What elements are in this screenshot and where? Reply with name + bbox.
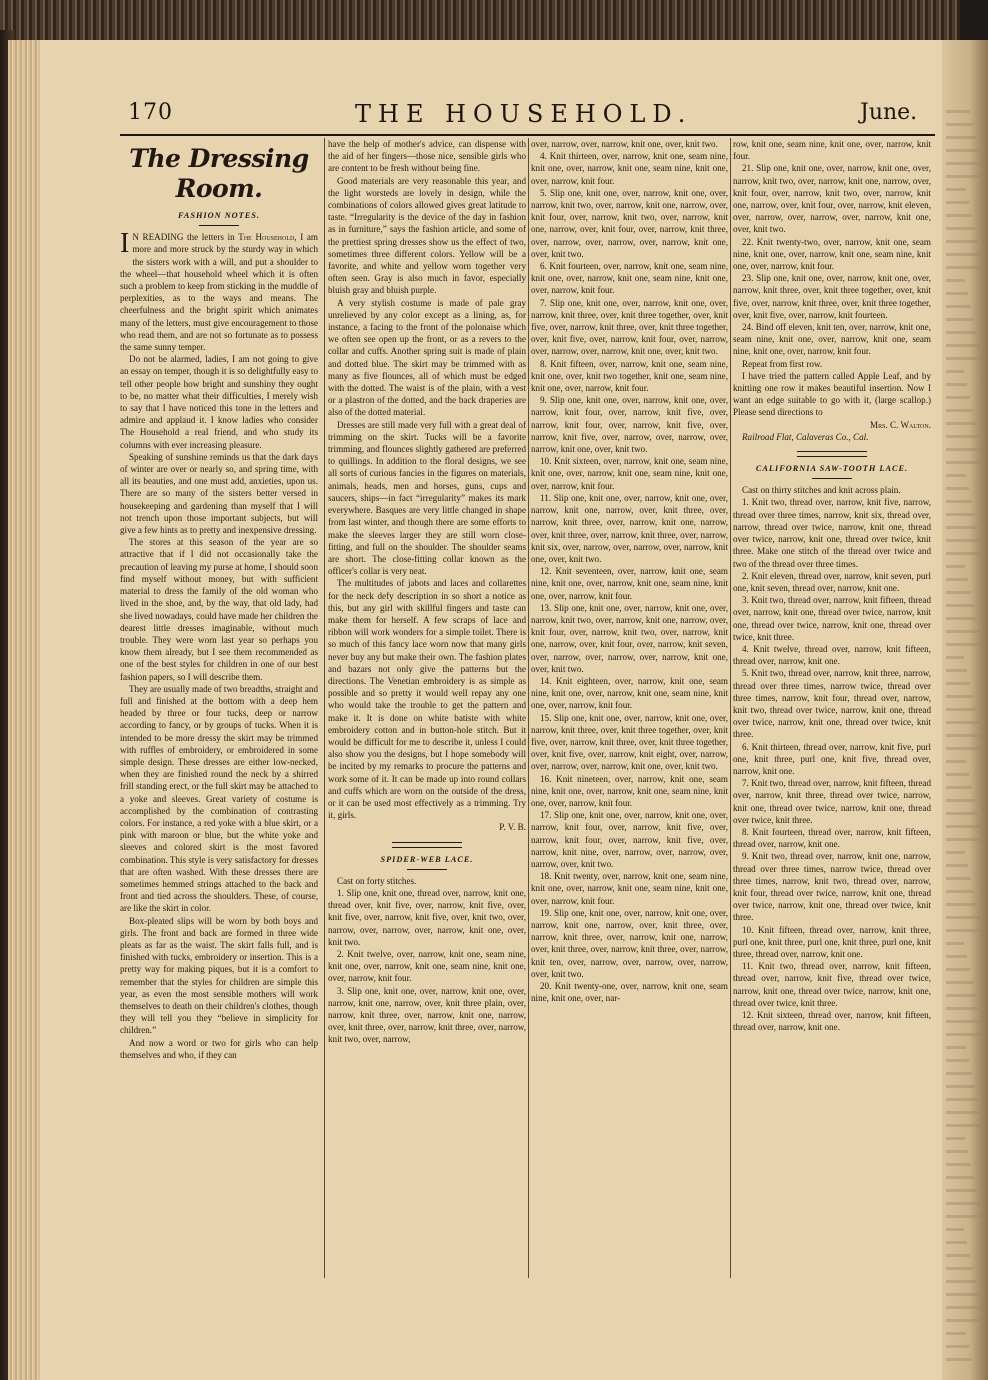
instruction-row: 19. Slip one, knit one, over, narrow, knit one, over, narrow, knit one, narrow, over, knit three, over, narrow, knit three, over, narrow, knit one, narrow, over, knit three, over, narrow, knit three, over, narrow, knit ten, over, narrow, over, narrow, over, narrow, over, knit two. bbox=[531, 907, 728, 979]
bleed-line bbox=[946, 682, 970, 685]
column-2 bbox=[328, 138, 526, 1046]
instruction-row: 8. Knit fifteen, over, narrow, knit one, seam nine, knit one, over, knit two together, knit one, seam nine, knit one, over, narrow, knit four. bbox=[531, 358, 728, 394]
paragraph: And now a word or two for girls who can help themselves and who, if they can bbox=[120, 1037, 318, 1060]
bleed-line bbox=[946, 799, 975, 802]
bleed-line bbox=[946, 1202, 980, 1205]
instruction: Cast on forty stitches. bbox=[337, 875, 417, 886]
bleed-line bbox=[946, 903, 977, 906]
bleed-line bbox=[946, 1319, 985, 1322]
instruction-row: 3. Slip one, knit one, over, narrow, knit one, over, narrow, knit one, narrow, over, knit three plain, over, narrow, knit three, over, narrow, knit one, narrow, over, knit three, over, narrow, knit three, over, narrow, knit two, over, narrow, bbox=[328, 985, 526, 1045]
page-edges-left bbox=[8, 40, 40, 1380]
instruction-row: 18. Knit twenty, over, narrow, knit one, seam nine, knit one, over, narrow, knit one, seam nine, knit one, over, narrow, knit four. bbox=[531, 871, 728, 906]
bleed-line bbox=[946, 1150, 968, 1153]
column-1 bbox=[120, 138, 318, 1061]
bleed-line bbox=[946, 1254, 970, 1257]
bleed-line bbox=[946, 214, 972, 217]
bleed-line bbox=[946, 955, 967, 958]
bleed-line bbox=[946, 292, 968, 295]
paragraph bbox=[120, 228, 318, 353]
bleed-line bbox=[946, 864, 968, 867]
paragraph: Box-pleated slips will be worn by both boys and girls. The front and back are formed in three wide pleats as far as the waist. The skirt falls full, and is finished with tucks, embroidery or insertion. This is a pretty way for making piques, but it is a comfort to remember that the styles for children are simple this year, as even the most sensible mothers will work themselves to death on their children's clothes, though they will tell you they “believe in simplicity for children.” bbox=[120, 915, 318, 1036]
paragraph: Speaking of sunshine reminds us that the dark days of winter are over or nearly so, and spring time, with all its beauties, and one must add, anxieties, upon us. There are so many of the sisters better versed in housekeeping and gardening than myself that I will not trench upon those important subjects, but will give a few hints as to pretty and inexpensive dressing. bbox=[120, 451, 318, 536]
bleed-line bbox=[946, 123, 973, 126]
signature: Mrs. C. Walton. bbox=[870, 419, 931, 430]
bleed-line bbox=[946, 617, 977, 620]
paragraph: A very stylish costume is made of pale gray unrelieved by any color except as a lining, as, for instance, a facing to the front of the polonaise which we often see open up the front, or as a revers to the collar and cuffs. Another spring suit is made of plain and dotted blue. The skirt may be trimmed with as many as five flounces, all of which must be edged with the dotted. The waist is of the plain, with a vest or a plastron of the dotted, and the back draperies are also of the dotted material. bbox=[328, 297, 526, 418]
paragraph: Dresses are still made very full with a great deal of trimming on the skirt. Tucks will be a favorite trimming, and flounces slightly gathered are preferred to quillings. In addition to the floral designs, we see all sorts of curious fancies in the figures on materials, animals, heads, men and horses, guns, cups and saucers, ships—in fact “irregularity” makes its mark everywhere. Basques are very little changed in shape from last winter, and though there are some efforts to make the sleeves larger they are still worn close-fitting, and full on the shoulder. The shoulder seams are short. The close-fitting collar known as the officer's collar is very neat. bbox=[328, 419, 526, 577]
instruction-row: 1. Knit two, thread over, narrow, knit five, narrow, thread over three times, narrow, knit six, thread over, narrow, thread over twice, narrow, knit one, thread over twice, narrow, knit one, thread over twice, knit three. Make one stitch of the thread over twice and two of the thread over three times. bbox=[733, 497, 931, 569]
instruction-row: 4. Knit twelve, thread over, narrow, knit fifteen, thread over, narrow, knit one. bbox=[733, 643, 931, 667]
instruction-row: 15. Slip one, knit one, over, narrow, knit one, over, narrow, knit three, over, knit three together, over, knit five, over, narrow, knit three, over, knit three together, over, knit five, over, narrow, knit eight, over, narrow, over, narrow, over, narrow, knit one, over, knit two. bbox=[531, 712, 728, 772]
bleed-line bbox=[946, 1176, 974, 1179]
paragraph: They are usually made of two breadths, straight and full and finished at the bottom with a deep hem headed by three or four tucks, deep or narrow according to fancy, or by groups of tucks. When it is intended to be more dressy the skirt may be trimmed with ruffles of embroidery, or embroidered in some simple design. These dresses are either low-necked, when they are finished round the neck by a shirred frill standing erect, or the full skirt may be attached to a yoke and sleeves. Great variety of costume is accomplished by the combination of contrasting colors. For instance, a red yoke with a blue skirt, or a pink with maroon or blue, but the white yoke and sleeves and colored skirt is the most favored combination. This style is very satisfactory for dresses that are often washed. With these dresses there are sometimes hemmed strings attached to the back and front and tied across the shoulders. These, of course, are like the skirt in color. bbox=[120, 683, 318, 914]
bleed-line bbox=[946, 1072, 972, 1075]
column-rule bbox=[324, 138, 325, 1278]
bleed-line bbox=[946, 838, 984, 841]
instruction-row: row, knit one, seam nine, knit one, over, narrow, knit four. bbox=[733, 139, 931, 162]
signature: P. V. B. bbox=[499, 822, 526, 833]
instruction-row: 11. Knit two, thread over, narrow, knit fifteen, thread over, narrow, knit five, thread over twice, narrow, knit one, thread over twice, narrow, knit one, thread over twice, knit three. bbox=[733, 961, 931, 1008]
instruction: Repeat from first row. bbox=[742, 358, 823, 369]
bleed-line bbox=[946, 396, 970, 399]
issue-month: June. bbox=[860, 100, 918, 125]
bleed-line bbox=[946, 305, 971, 308]
bleed-line bbox=[946, 1046, 966, 1049]
bleed-line bbox=[946, 1267, 973, 1270]
bleed-line bbox=[946, 1358, 972, 1361]
bleed-line bbox=[946, 240, 978, 243]
column-rule bbox=[528, 138, 529, 1278]
paragraph: Do not be alarmed, ladies, I am not going to give an essay on temper, though it is so delightfully easy to tell other people how bright and sunshiny they ought to be, no matter what their difficulties, I merely wish to say that I have noticed this tone in the letters and admire and applaud it. I know ladies who consider The Household a real friend, and who study its columns with ever increasing pleasure. bbox=[120, 354, 318, 450]
bleed-line bbox=[946, 1280, 976, 1283]
bleed-line bbox=[946, 760, 966, 763]
instruction-row: 6. Knit thirteen, thread over, narrow, knit five, purl one, knit three, purl one, knit five, thread over, narrow, knit one. bbox=[733, 741, 931, 776]
bleed-line bbox=[946, 370, 964, 373]
bleed-line bbox=[946, 487, 969, 490]
bleed-line bbox=[946, 1020, 982, 1023]
binding-edge-top bbox=[0, 0, 988, 40]
bleed-line bbox=[946, 513, 975, 516]
bleed-line bbox=[946, 1293, 979, 1296]
column-4 bbox=[733, 138, 931, 1033]
paragraph: The stores at this season of the year are so attractive that if I did not occasionally take the precaution of leaving my purse at home, I should soon find myself without money, but with sufficient material to dress the family of the old woman who lived in the shoe, and, by the way, that old lady, had she lived nowadays, could have made her children the dearest little dresses imaginable, without much trouble. They were worn last year so perhaps you know them already, but I see them recommended as one of the best styles for children in one of our best fashion papers, so I will describe them. bbox=[120, 537, 318, 682]
bleed-line bbox=[946, 266, 984, 269]
bleed-line bbox=[946, 981, 973, 984]
instruction-row: 7. Knit two, thread over, narrow, knit fifteen, thread over, narrow, knit three, thread over twice, narrow, knit one, thread over twice, narrow, knit one, thread over twice, knit three. bbox=[733, 778, 931, 825]
bleed-line bbox=[946, 448, 982, 451]
bleed-line bbox=[946, 747, 985, 750]
instruction-row: 5. Slip one, knit one, over, narrow, knit one, over, narrow, knit two, over, narrow, knit one, narrow, over, knit four, over, narrow, knit two, over, narrow, knit one, narrow, over, knit four, over, narrow, knit three, over, narrow, over, narrow, over, narrow, knit one, over, knit two. bbox=[531, 187, 728, 259]
bleed-line bbox=[946, 890, 974, 893]
bleed-line bbox=[946, 539, 981, 542]
instruction-row: 21. Slip one, knit one, over, narrow, knit one, over, narrow, knit two, over, narrow, knit one, narrow, over, knit four, over, narrow, knit two, over, narrow, knit one, narrow, over, knit four, over, narrow, knit eleven, over, narrow, over, narrow, over, narrow, knit one, over, knit two. bbox=[733, 163, 931, 235]
instruction-row: 2. Knit eleven, thread over, narrow, knit seven, purl one, knit seven, thread over, narrow, knit one. bbox=[733, 570, 931, 593]
instruction-row: 12. Knit sixteen, thread over, narrow, knit fifteen, thread over, narrow, knit one. bbox=[733, 1010, 931, 1033]
bleed-line bbox=[946, 1007, 979, 1010]
book-tab bbox=[960, 0, 988, 40]
bleed-line bbox=[946, 734, 982, 737]
bleed-line bbox=[946, 695, 973, 698]
bleed-line bbox=[946, 994, 976, 997]
bleed-line bbox=[946, 552, 984, 555]
bleed-line bbox=[946, 825, 981, 828]
bleed-line bbox=[946, 279, 965, 282]
bleed-line bbox=[946, 162, 982, 165]
next-page-edge bbox=[942, 40, 988, 1380]
bleed-line bbox=[946, 721, 979, 724]
bleed-line bbox=[946, 578, 968, 581]
section-ornament bbox=[797, 451, 867, 457]
instruction-row: 20. Knit twenty-one, over, narrow, knit one, seam nine, knit one, over, nar- bbox=[531, 981, 728, 1004]
bleed-line bbox=[946, 1059, 969, 1062]
bleed-line bbox=[946, 474, 966, 477]
section-rule bbox=[199, 225, 239, 226]
bleed-line bbox=[946, 786, 972, 789]
instruction-row: 6. Knit fourteen, over, narrow, knit one, seam nine, knit one, over, narrow, knit one, seam nine, knit one, over, narrow, knit four. bbox=[531, 261, 728, 296]
bleed-line bbox=[946, 604, 974, 607]
bleed-line bbox=[946, 409, 973, 412]
header-rule bbox=[120, 134, 935, 136]
bleed-line bbox=[946, 591, 971, 594]
bleed-line bbox=[946, 357, 983, 360]
instruction-row: 23. Slip one, knit one, over, narrow, knit one, over, narrow, knit three, over, knit three together, over, knit five, over, narrow, knit three, over, knit three together, over, knit five, over, narrow, knit fourteen. bbox=[733, 273, 931, 320]
bleed-line bbox=[946, 643, 983, 646]
instruction-row: 16. Knit nineteen, over, narrow, knit one, seam nine, knit one, over, narrow, knit one, seam nine, knit one, over, narrow, knit four. bbox=[531, 773, 728, 808]
section-rule bbox=[812, 478, 852, 479]
bleed-line bbox=[946, 812, 978, 815]
bleed-line bbox=[946, 773, 969, 776]
bleed-line bbox=[946, 1306, 982, 1309]
publication-title: THE HOUSEHOLD. bbox=[355, 100, 693, 128]
bleed-line bbox=[946, 1332, 966, 1335]
bleed-line bbox=[946, 1215, 983, 1218]
text-run: N READING the letters in bbox=[132, 232, 239, 243]
instruction-row: 8. Knit fourteen, thread over, narrow, knit fifteen, thread over, narrow, knit one. bbox=[733, 826, 931, 850]
drop-cap: I bbox=[120, 228, 130, 260]
bleed-line bbox=[946, 1124, 984, 1127]
instruction: Cast on thirty stitches and knit across plain. bbox=[742, 485, 901, 496]
page-number: 170 bbox=[128, 100, 173, 125]
bleed-line bbox=[946, 422, 976, 425]
bleed-line bbox=[946, 1189, 977, 1192]
bleed-line bbox=[946, 201, 969, 204]
instruction-row: 14. Knit eighteen, over, narrow, knit one, seam nine, knit one, over, narrow, knit one, seam nine, knit one, over, narrow, knit four. bbox=[531, 675, 728, 711]
bleed-line bbox=[946, 1098, 978, 1101]
bleed-line bbox=[946, 929, 983, 932]
bleed-line bbox=[946, 1137, 965, 1140]
instruction-row: 4. Knit thirteen, over, narrow, knit one, seam nine, knit one, over, narrow, knit one, seam nine, knit one, over, narrow, knit four. bbox=[531, 151, 728, 186]
bleed-line bbox=[946, 227, 975, 230]
bleed-line bbox=[946, 1085, 975, 1088]
instruction-row: over, narrow, over, narrow, knit one, over, knit two. bbox=[531, 139, 718, 149]
instruction-row: 12. Knit seventeen, over, narrow, knit one, seam nine, knit one, over, narrow, knit one, seam nine, knit one, over, narrow, knit four. bbox=[531, 566, 728, 601]
instruction-row: 9. Slip one, knit one, over, narrow, knit one, over, narrow, knit four, over, narrow, knit five, over, narrow, knit four, over, narrow, knit five, over, narrow, knit five, over, narrow, over, narrow, over, narrow, knit one, over, knit two. bbox=[531, 395, 728, 455]
bleed-line bbox=[946, 344, 980, 347]
instruction-row: 7. Slip one, knit one, over, narrow, knit one, over, narrow, knit three, over, knit three together, over, knit five, over, narrow, knit three, over, knit three together, over, knit five, over, narrow, knit four, over, narrow, over, narrow, over, narrow, knit one, over, knit two. bbox=[531, 297, 728, 357]
bleed-line bbox=[946, 877, 971, 880]
section-ornament bbox=[392, 842, 462, 848]
bleed-line bbox=[946, 253, 981, 256]
instruction-row: 22. Knit twenty-two, over, narrow, knit one, seam nine, knit one, over, narrow, knit one, seam nine, knit one, over, narrow, knit four. bbox=[733, 236, 931, 272]
bleed-line bbox=[946, 175, 985, 178]
publication-name: The Household bbox=[238, 232, 295, 243]
bleed-line bbox=[946, 565, 965, 568]
bleed-line bbox=[946, 526, 978, 529]
text-run: , I am more and more struck by the sturdy way in which the sisters work with a will, and put a shoulder to the wheel—that household wheel which it is often such a problem to keep from sticking in the muddle of perplexities, as to the ways and means. The cheerfulness and the bright spirit which animates many of the letters, must give encouragement to those who read them, and are not so fortunate as to possess the same sunny temper. bbox=[120, 232, 318, 353]
paragraph: Good materials are very reasonable this year, and the light worsteds are lovely in design, while the combinations of colors allowed gives great latitude to taste. “Irregularity is the device of the day in fashion as in furniture,” says the fashion article, and some of the prettiest spring dresses show us the effect of two, sometimes three different colors. Yellow will be a favorite, and white and yellow worn together very often seen. Gray is also much in favor, especially bluish gray and bluish purple. bbox=[328, 175, 526, 296]
bleed-line bbox=[946, 1228, 964, 1231]
department-masthead: The Dressing Room. bbox=[129, 144, 309, 203]
bleed-line bbox=[946, 188, 966, 191]
bleed-line bbox=[946, 656, 964, 659]
bleed-line bbox=[946, 1111, 981, 1114]
column-3 bbox=[531, 138, 728, 1004]
signature-address: Railroad Flat, Calaveras Co., Cal. bbox=[742, 431, 869, 442]
column-rule bbox=[730, 138, 731, 1278]
bleed-line bbox=[946, 110, 970, 113]
bleed-line bbox=[946, 1163, 971, 1166]
instruction-row: 3. Knit two, thread over, narrow, knit fifteen, thread over, narrow, knit one, thread over twice, narrow, knit one, thread over twice, narrow, knit one, thread over twice, knit three. bbox=[733, 595, 931, 642]
bleed-line bbox=[946, 136, 976, 139]
paragraph: I have tried the pattern called Apple Leaf, and by knitting one row it makes beautiful insertion. Now I want an edge suitable to go with it, (large scallop.) Please send directions to bbox=[733, 370, 931, 418]
instruction-row: 1. Slip one, knit one, thread over, narrow, knit one, thread over, knit five, over, narrow, knit five, over, knit five, over, narrow, knit five, over, knit two, over, narrow, over, narrow, over, narrow, knit one, over, knit two. bbox=[328, 887, 526, 947]
paragraph: The multitudes of jabots and laces and collarettes for the neck defy description in so short a notice as this, but any girl with skillful fingers and taste can make them for herself. A few scraps of lace and ribbon will work wonders for a simple toilet. There is so much of this fancy lace worn now that many girls never buy any but make their own. The fashion plates and bazars not only give the patterns but the directions. The Venetian embroidery is as simple as possible and so pretty it would well repay any one who would take the trouble to get the pattern and make it. It is done on white batiste with white embroidery cotton and in button-hole stitch. But it would be difficult for me to describe it, unless I could also show you the designs, but I hope somebody will be incited by my remarks to procure the patterns and work some of it. It can be made up into round collars and cuffs which are worn on the outside of the dress, or it can be used most effectively as a trimming. Try it, girls. bbox=[328, 578, 526, 821]
instruction-row: 17. Slip one, knit one, over, narrow, knit one, over, narrow, knit four, over, narrow, knit five, over, narrow, knit four, over, narrow, knit five, over, narrow, knit nine, over, narrow, over, narrow, over, narrow, over, knit two. bbox=[531, 810, 728, 869]
instruction-row: 24. Bind off eleven, knit ten, over, narrow, knit one, seam nine, knit one, over, narrow, knit one, seam nine, knit one, over, narrow, knit four. bbox=[733, 322, 931, 357]
section-rule bbox=[407, 869, 447, 870]
bleed-line bbox=[946, 851, 965, 854]
running-header bbox=[90, 100, 940, 134]
bleed-line bbox=[946, 435, 979, 438]
paragraph: have the help of mother's advice, can dispense with the aid of her fingers—those nice, sensible girls who are content to be fresh without being fine. bbox=[328, 139, 526, 174]
bleed-line bbox=[946, 149, 979, 152]
instruction-row: 2. Knit twelve, over, narrow, knit one, seam nine, knit one, over, narrow, knit one, seam nine, knit one, over, narrow, knit four. bbox=[328, 949, 526, 984]
instruction-row: 10. Knit fifteen, thread over, narrow, knit three, purl one, knit three, purl one, knit three, purl one, knit three, thread over, narrow, knit one. bbox=[733, 924, 931, 959]
instruction-row: 9. Knit two, thread over, narrow, knit one, narrow, thread over three times, narrow twice, thread over three times, narrow, knit two, thread over, narrow, knit four, thread over twice, narrow, knit one, thread over twice, narrow, knit one, thread over twice, knit three. bbox=[733, 851, 931, 923]
section-title: FASHION NOTES. bbox=[178, 211, 260, 220]
bleed-line bbox=[946, 942, 964, 945]
section-title: CALIFORNIA SAW-TOOTH LACE. bbox=[755, 464, 909, 474]
bleed-line bbox=[946, 669, 967, 672]
bleed-line bbox=[946, 1241, 967, 1244]
bleed-line bbox=[946, 916, 980, 919]
bleed-line bbox=[946, 968, 970, 971]
bleed-line bbox=[946, 383, 967, 386]
instruction-row: 11. Slip one, knit one, over, narrow, knit one, over, narrow, knit one, narrow, over, knit three, over, narrow, knit three, over, narrow, knit one, narrow, over, knit three, over, narrow, knit three, over, narrow, knit six, over, narrow, over, narrow, over, narrow, knit one, over, knit two. bbox=[531, 492, 728, 564]
bleed-line bbox=[946, 461, 985, 464]
bleed-line bbox=[946, 500, 972, 503]
bleed-line bbox=[946, 1345, 969, 1348]
bleed-line bbox=[946, 331, 977, 334]
bleed-line bbox=[946, 1033, 985, 1036]
section-title: SPIDER-WEB LACE. bbox=[380, 854, 474, 864]
instruction-row: 5. Knit two, thread over, narrow, knit three, narrow, thread over three times, narrow twice, thread over three times, narrow, knit four, thread over, narrow, knit two, thread over twice, narrow, knit one, thread over twice, narrow, knit one, thread over twice, knit three. bbox=[733, 668, 931, 740]
instruction-row: 13. Slip one, knit one, over, narrow, knit one, over, narrow, knit two, over, narrow, knit one, narrow, over, knit four, over, narrow, knit two, over, narrow, knit one, narrow, over, knit four, over, narrow, knit seven, over, narrow, over, narrow, over, narrow, knit one, over, knit two. bbox=[531, 602, 728, 674]
bleed-line bbox=[946, 318, 974, 321]
instruction-row: 10. Knit sixteen, over, narrow, knit one, seam nine, knit one, over, narrow, knit one, seam nine, knit one, over, narrow, knit four. bbox=[531, 456, 728, 491]
bleed-line bbox=[946, 708, 976, 711]
bleed-line bbox=[946, 630, 980, 633]
